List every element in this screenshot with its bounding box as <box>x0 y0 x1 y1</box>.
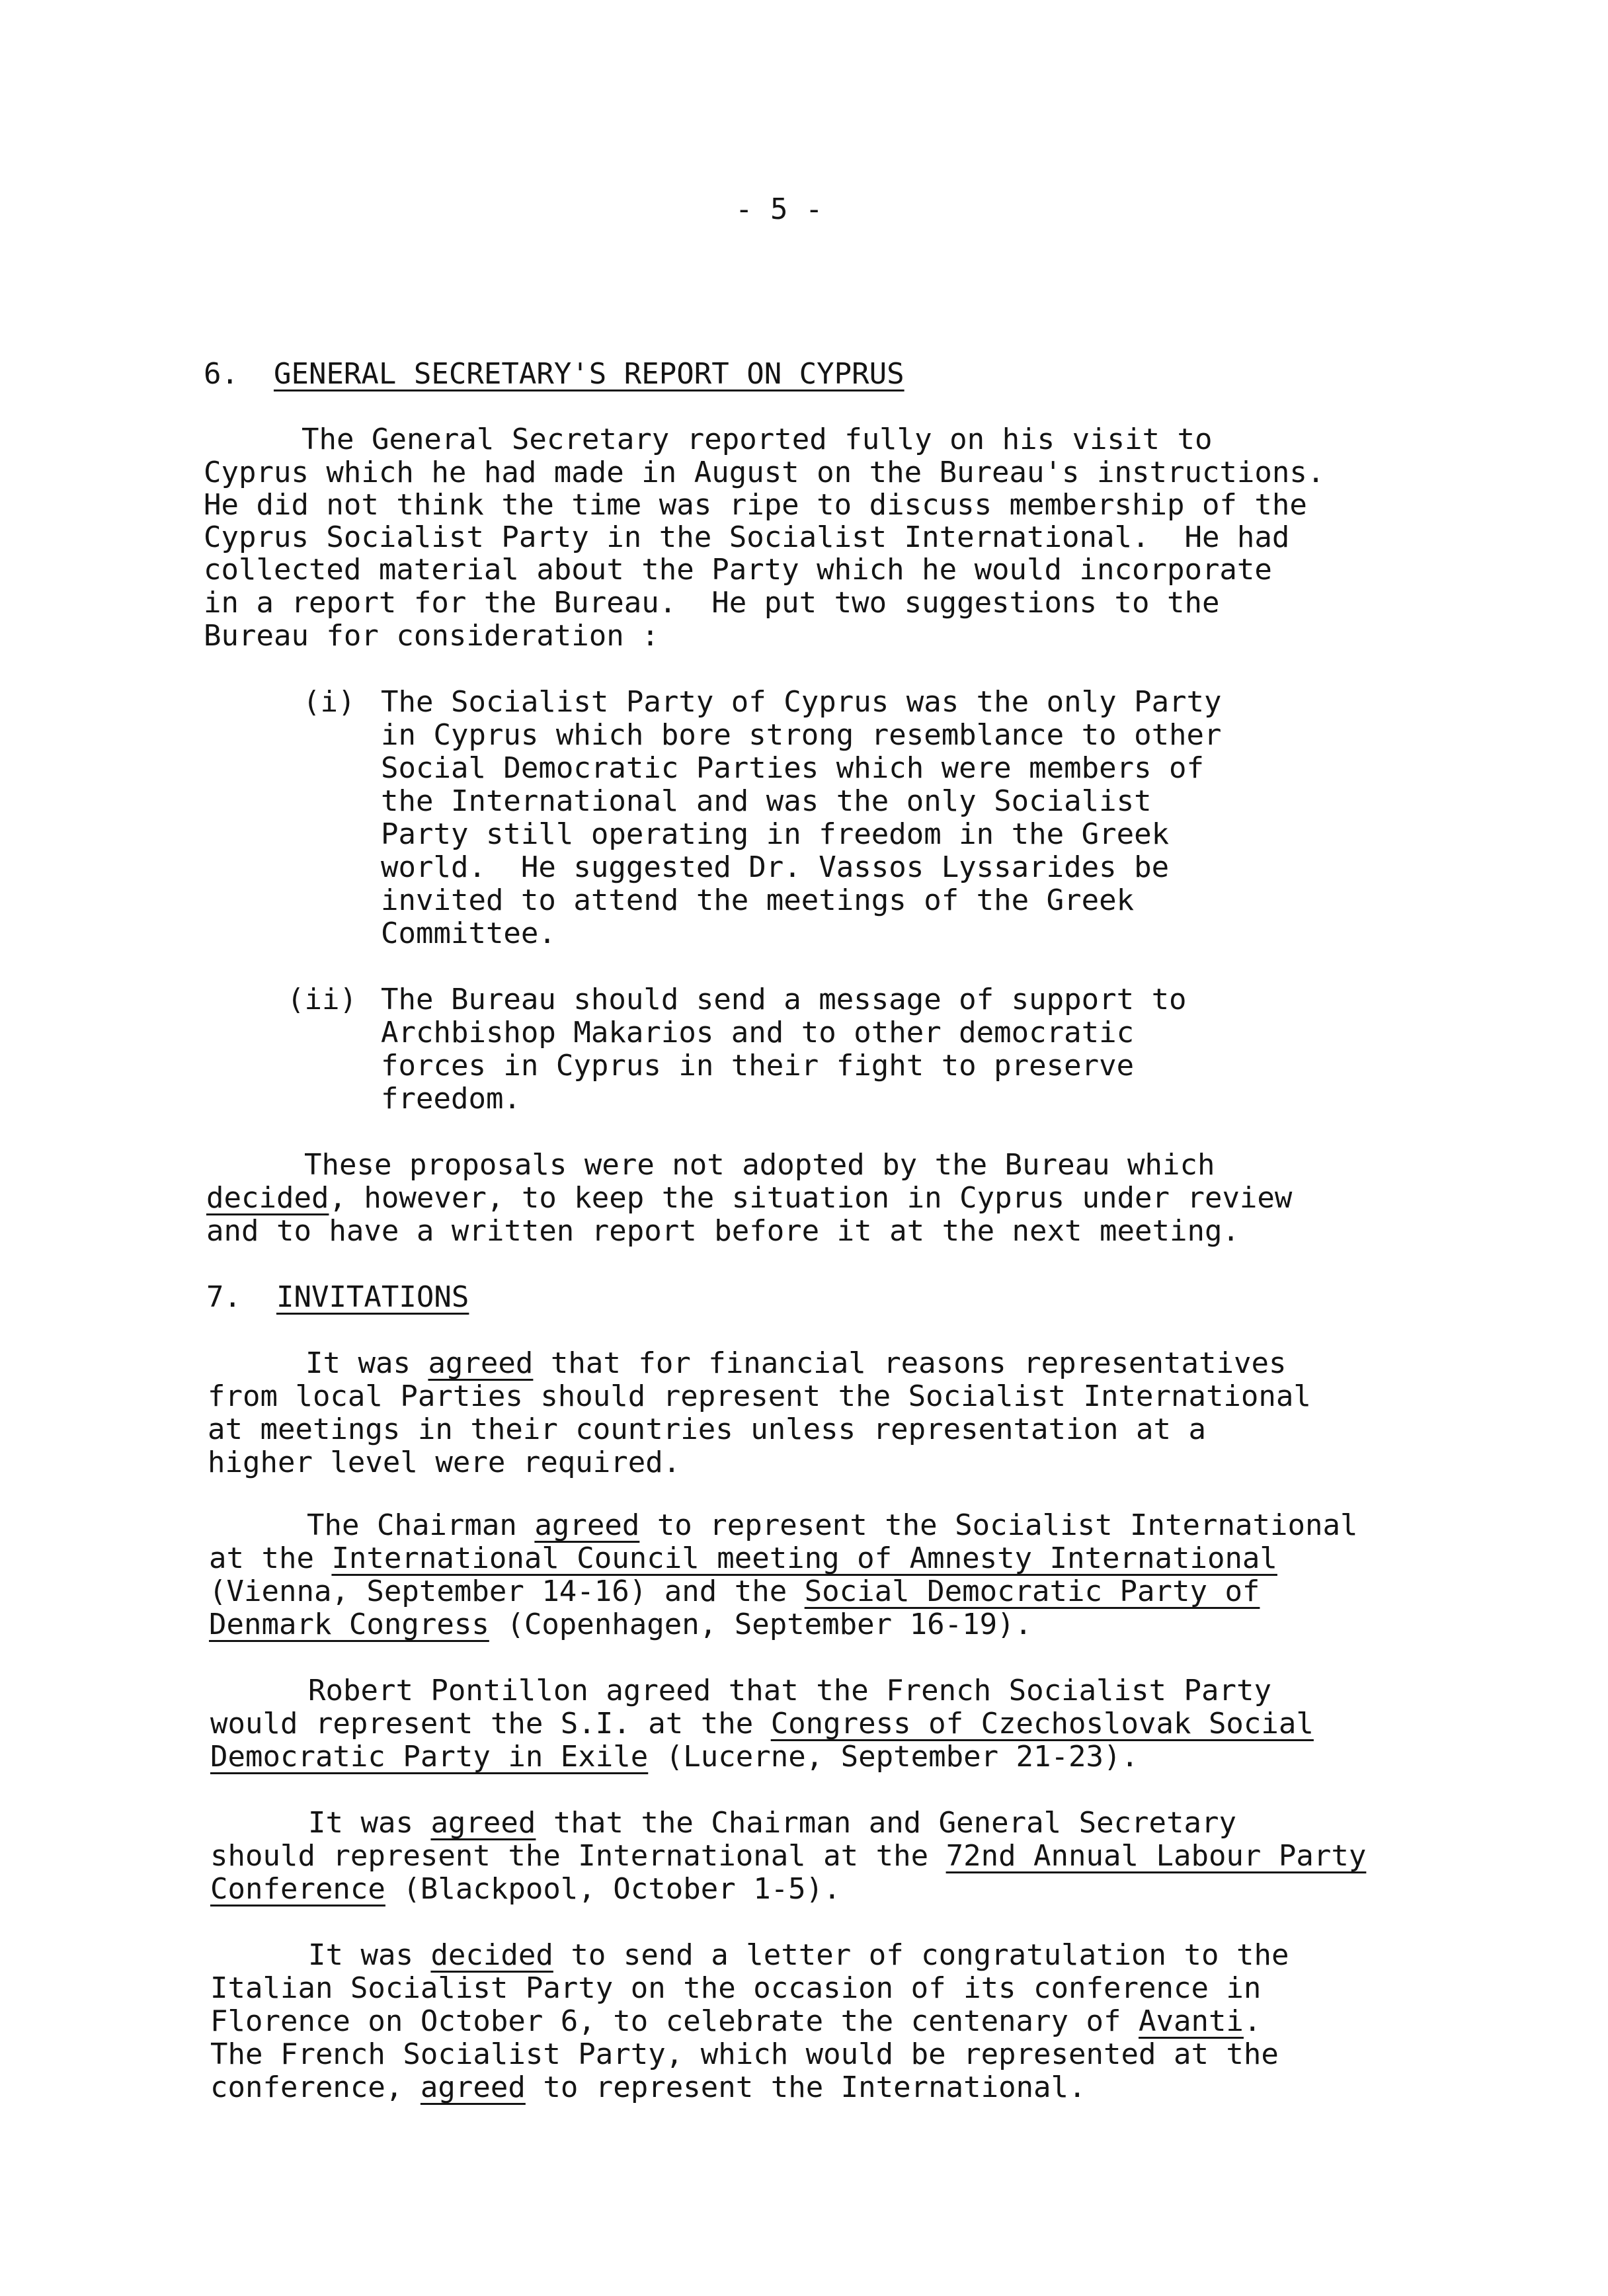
paragraph-line: It was decided to send a letter of congratulation to the <box>308 1938 1289 1972</box>
paragraph-line: Democratic Party in Exile (Lucerne, September 21-23). <box>210 1740 1139 1774</box>
underlined-term: agreed <box>430 1806 536 1840</box>
section-6-intro-line: Cyprus which he had made in August on the Bureau's instructions. <box>204 456 1325 489</box>
paragraph-line: at the International Council meeting of Amnesty International <box>209 1541 1277 1575</box>
list-item-line: invited to attend the meetings of the Greek <box>381 883 1135 917</box>
section-6-intro-line: The General Secretary reported fully on his visit to <box>302 423 1213 456</box>
paragraph-line: It was agreed that for financial reasons representatives <box>305 1346 1287 1380</box>
page-number: - 5 - <box>735 192 823 226</box>
underlined-term: decided <box>206 1181 329 1215</box>
paragraph-line: higher level were required. <box>208 1446 681 1479</box>
underlined-term: agreed <box>420 2070 526 2104</box>
paragraph-line: Conference (Blackpool, October 1-5). <box>210 1872 841 1906</box>
paragraph-line: conference, agreed to represent the International. <box>210 2070 1086 2104</box>
paragraph-line: (Vienna, September 14-16) and the Social Democratic Party of <box>209 1575 1260 1608</box>
section-6-intro-line: collected material about the Party which he would incorporate <box>204 553 1272 587</box>
list-item-line: forces in Cyprus in their fight to preserve <box>381 1049 1135 1083</box>
underlined-term: agreed <box>428 1346 534 1380</box>
list-item-line: Archbishop Makarios and to other democratic <box>381 1016 1135 1049</box>
underlined-term: Democratic Party in Exile <box>210 1740 649 1774</box>
paragraph-line: Denmark Congress (Copenhagen, September 16-19). <box>209 1608 1033 1641</box>
section-6-heading <box>204 357 904 391</box>
list-item-marker: (i) <box>303 685 356 719</box>
underlined-term: Conference <box>210 1872 385 1906</box>
paragraph-line: from local Parties should represent the Socialist International <box>208 1379 1311 1413</box>
paragraph-line: at meetings in their countries unless representation at a <box>208 1413 1206 1446</box>
list-item-marker: (ii) <box>287 983 357 1016</box>
underlined-term: Denmark Congress <box>209 1608 489 1641</box>
paragraph-line: The Chairman agreed to represent the Socialist International <box>307 1508 1358 1542</box>
section-6-intro-line: Cyprus Socialist Party in the Socialist International. He had <box>204 520 1290 554</box>
underlined-term: decided <box>430 1938 553 1972</box>
list-item-line: the International and was the only Socialist <box>381 784 1152 818</box>
list-item-line: The Socialist Party of Cyprus was the only Party <box>381 685 1222 719</box>
conclusion-line: decided, however, to keep the situation in Cyprus under review <box>206 1181 1293 1215</box>
conclusion-line: These proposals were not adopted by the Bureau which <box>304 1148 1215 1182</box>
section-7-heading <box>206 1280 469 1314</box>
paragraph-line: would represent the S.I. at the Congress of Czechoslovak Social <box>210 1707 1314 1741</box>
list-item-line: Committee. <box>381 917 556 950</box>
section-6-intro-line: Bureau for consideration : <box>204 619 659 653</box>
section-6-intro-line: in a report for the Bureau. He put two suggestions to the <box>204 586 1220 620</box>
list-item-line: in Cyprus which bore strong resemblance to other <box>381 718 1222 752</box>
underlined-term: Social Democratic Party of <box>804 1575 1260 1608</box>
list-item-line: The Bureau should send a message of support to <box>381 983 1187 1016</box>
paragraph-line: should represent the International at the 72nd Annual Labour Party <box>210 1839 1367 1873</box>
list-item-line: freedom. <box>381 1082 521 1116</box>
paragraph-line: The French Socialist Party, which would be represented at the <box>210 2037 1279 2071</box>
paragraph-line: Robert Pontillon agreed that the French Socialist Party <box>308 1674 1271 1707</box>
section-7-number: 7. <box>206 1280 241 1314</box>
list-item-line: Party still operating in freedom in the Greek <box>381 817 1170 851</box>
underlined-term: International Council meeting of Amnesty International <box>331 1541 1277 1575</box>
underlined-term: 72nd Annual Labour Party <box>945 1839 1367 1873</box>
paragraph-line: Florence on October 6, to celebrate the centenary of Avanti. <box>210 2004 1262 2038</box>
underlined-term: Congress of Czechoslovak Social <box>770 1707 1314 1741</box>
section-6-number: 6. <box>204 357 239 391</box>
conclusion-line: and to have a written report before it at the next meeting. <box>206 1214 1240 1248</box>
paragraph-line: It was agreed that the Chairman and General Secretary <box>308 1806 1236 1840</box>
list-item-line: world. He suggested Dr. Vassos Lyssarides be <box>381 850 1170 884</box>
underlined-term: Avanti <box>1138 2004 1244 2038</box>
list-item-line: Social Democratic Parties which were members of <box>381 751 1205 785</box>
section-6-intro-line: He did not think the time was ripe to discuss membership of the <box>204 488 1307 522</box>
underlined-term: agreed <box>534 1508 640 1542</box>
section-6-title: GENERAL SECRETARY'S REPORT ON CYPRUS <box>273 357 904 391</box>
paragraph-line: Italian Socialist Party on the occasion of its conference in <box>210 1971 1262 2005</box>
section-7-title: INVITATIONS <box>276 1280 469 1314</box>
